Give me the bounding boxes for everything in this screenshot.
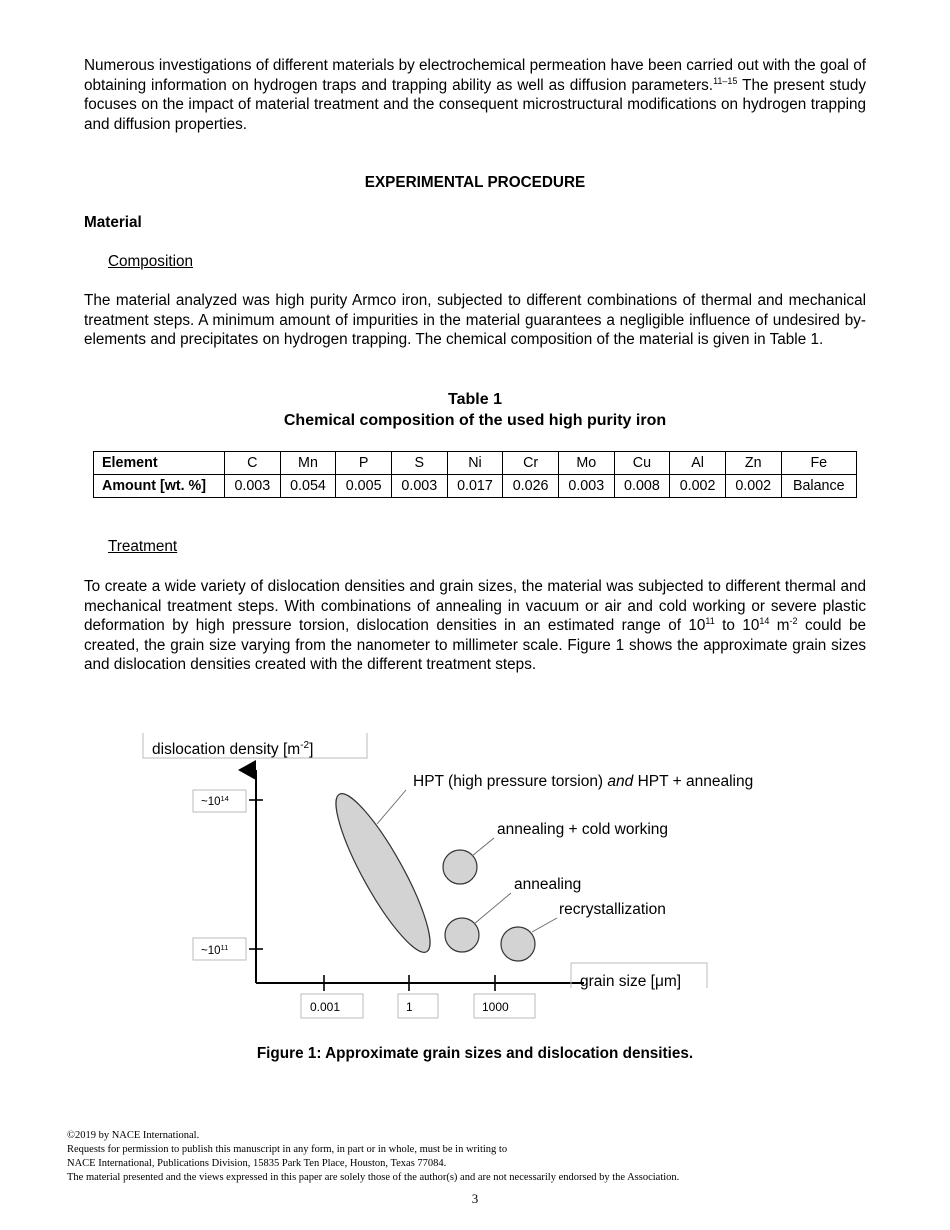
leader-line xyxy=(474,893,511,924)
leader-line xyxy=(472,838,494,856)
footer-line: ©2019 by NACE International. xyxy=(67,1130,200,1141)
amount-row xyxy=(94,475,857,498)
x-tick-0.001 xyxy=(301,975,363,1018)
region-annealing-cold-working xyxy=(443,850,477,884)
x-tick-1 xyxy=(398,975,438,1018)
footer-line: The material presented and the views expressed in this paper are solely those of the author(s) and are not necessarily endorsed by the Association. xyxy=(67,1172,680,1183)
table-cell: 0.003 xyxy=(225,475,281,498)
page-number: 3 xyxy=(471,1191,479,1206)
table-label: Table 1 xyxy=(448,391,502,408)
label-annealing-cold-working: annealing + cold working xyxy=(497,821,669,838)
element-row xyxy=(94,452,857,475)
intro-text-cont: The present study focuses on the impact of material treatment and the consequent microstructural modifications on hydrogen trapping and diffusion properties. xyxy=(84,76,866,133)
footer xyxy=(67,1129,679,1185)
table-cell: 0.008 xyxy=(614,475,670,498)
x-axis-label: grain size [μm] xyxy=(580,973,682,990)
table-cell: 0.003 xyxy=(558,475,614,498)
region-hpt xyxy=(322,785,444,962)
table-cell: Cr xyxy=(503,452,559,475)
table-cell: 0.002 xyxy=(725,475,781,498)
x-tick-label: 1 xyxy=(406,1000,413,1014)
section-title: EXPERIMENTAL PROCEDURE xyxy=(364,174,586,191)
table-cell: 0.026 xyxy=(503,475,559,498)
region-recrystallization xyxy=(501,927,535,961)
subsection-title: Material xyxy=(84,214,142,231)
footer-line: Requests for permission to publish this manuscript in any form, in part or in whole, must be in writing to xyxy=(67,1144,508,1155)
figure-caption: Figure 1: Approximate grain sizes and dislocation densities. xyxy=(256,1045,694,1062)
region-annealing xyxy=(445,918,479,952)
table-cell: Mo xyxy=(558,452,614,475)
y-axis-label: dislocation density $[m^{-2}]$ xyxy=(152,740,314,758)
table-cell: P xyxy=(336,452,392,475)
y-tick-1e11 xyxy=(193,938,263,960)
table-cell: 0.003 xyxy=(391,475,447,498)
leader-line xyxy=(377,790,406,824)
y-tick-label: $\sim 10^{14}$ xyxy=(201,794,229,808)
y-axis-label-box xyxy=(143,733,367,758)
table-cell: C xyxy=(225,452,281,475)
table-cell: Ni xyxy=(447,452,503,475)
y-tick-label: $\sim 10^{11}$ xyxy=(201,943,229,957)
treatment-heading: Treatment xyxy=(108,538,178,555)
x-axis-label-box xyxy=(571,963,707,990)
composition-heading: Composition xyxy=(108,253,194,270)
footer-line: NACE International, Publications Division, 15835 Park Ten Place, Houston, Texas 77084. xyxy=(67,1158,447,1169)
x-tick-1000 xyxy=(474,975,535,1018)
table-cell: Al xyxy=(670,452,726,475)
label-recrystallization: recrystallization xyxy=(559,901,666,918)
y-tick-1e14 xyxy=(193,790,263,812)
intro-reference: 11–15 xyxy=(713,75,738,86)
row-header: Element xyxy=(94,452,225,475)
intro-paragraph xyxy=(84,56,866,134)
label-annealing: annealing xyxy=(514,876,582,893)
figure-1 xyxy=(0,720,950,1030)
composition-table xyxy=(93,451,857,498)
table-cell: 0.005 xyxy=(336,475,392,498)
row-header: Amount [wt. %] xyxy=(94,475,225,498)
table-cell: Mn xyxy=(280,452,336,475)
table-cell: S xyxy=(391,452,447,475)
table-cell: 0.054 xyxy=(280,475,336,498)
table-cell: Cu xyxy=(614,452,670,475)
x-tick-label: 1000 xyxy=(482,1000,509,1014)
intro-text: Numerous investigations of different materials by electrochemical permeation have been carried out with the goal of obtaining information on hydrogen traps and trapping ability as well as diffusion parameters. xyxy=(84,57,866,94)
table-cell: 0.017 xyxy=(447,475,503,498)
treatment-paragraph: To create a wide variety of dislocation densities and grain sizes, the material was subjected to different thermal and mechanical treatment steps. With combinations of annealing in vacuum or air and cold working or severe plastic deformation by high pressure torsion, dislocation densities in an estimated range of $10^{11}$ to $10^{14}$ $m^{-2}$ could be created, the grain size varying from the nanometer to millimeter scale. Figure 1 shows the approximate grain sizes and dislocation densities created with the different treatment steps. xyxy=(84,578,866,674)
leader-line xyxy=(532,918,557,932)
table-cell: Zn xyxy=(725,452,781,475)
label-hpt: HPT (high pressure torsion) and HPT + annealing xyxy=(413,773,754,790)
x-tick-label: 0.001 xyxy=(310,1000,341,1014)
table-cell: Fe xyxy=(781,452,856,475)
composition-paragraph: The material analyzed was high purity Armco iron, subjected to different combinations of thermal and mechanical treatment steps. A minimum amount of impurities in the material guarantees a negligible influence of undesired by-elements and precipitates on hydrogen trapping. The chemical composition of the material is given in Table 1. xyxy=(84,292,866,349)
table-title: Chemical composition of the used high purity iron xyxy=(283,412,667,429)
table-cell: 0.002 xyxy=(670,475,726,498)
table-cell: Balance xyxy=(781,475,856,498)
